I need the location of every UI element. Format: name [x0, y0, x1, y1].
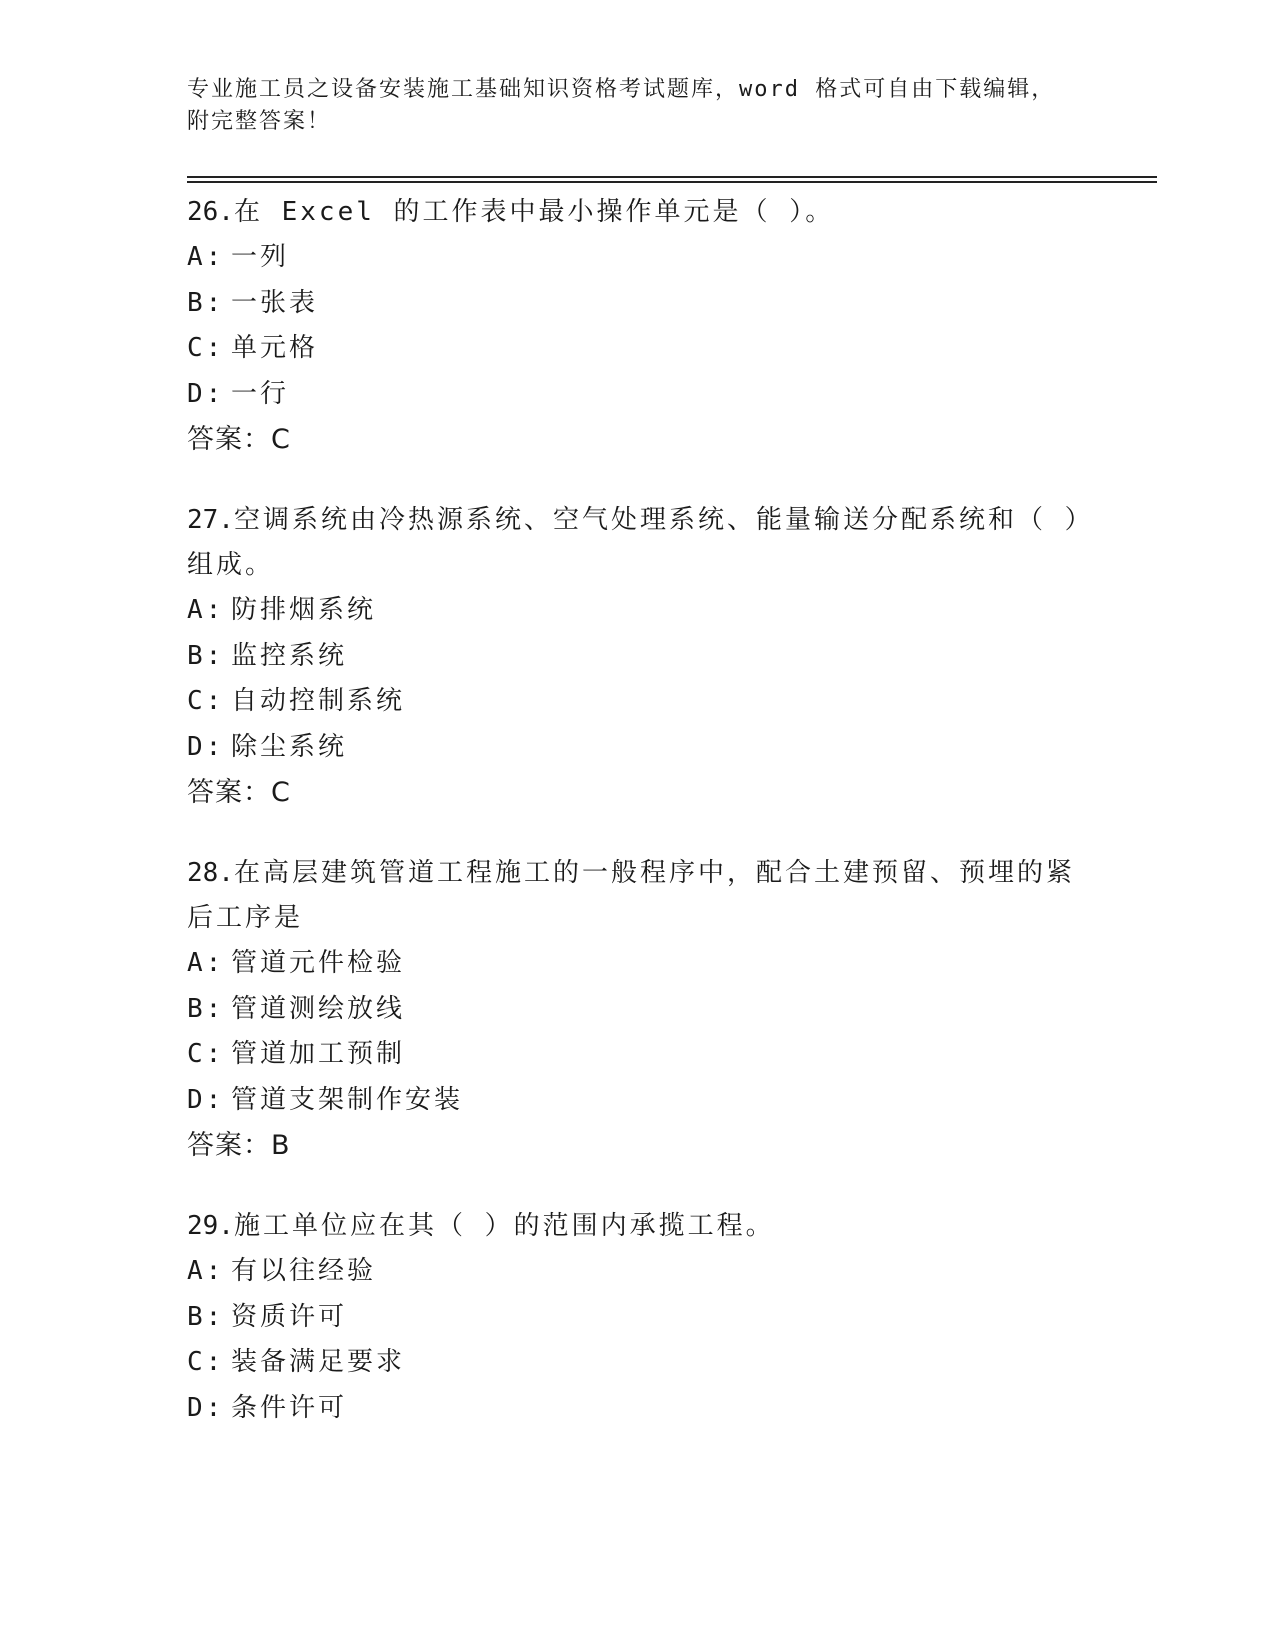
option-b [187, 281, 1087, 327]
option-text: 管道测绘放线 [231, 993, 406, 1024]
question-28 [187, 851, 1087, 1169]
question-number: 26. [187, 197, 234, 227]
option-c [187, 1340, 1087, 1386]
question-text: 在高层建筑管道工程施工的一般程序中，配合土建预留、预埋的紧后工序是 [187, 858, 1075, 933]
option-text: 监控系统 [231, 640, 348, 671]
header-line-2: 附完整答案！ [187, 109, 332, 134]
option-key: B: [187, 1301, 225, 1332]
option-key: A: [187, 948, 225, 978]
question-number: 28. [187, 858, 234, 888]
option-b [187, 1295, 1087, 1341]
option-d [187, 1386, 1087, 1432]
option-key: D: [187, 731, 225, 762]
option-text: 防排烟系统 [231, 595, 377, 625]
option-d [187, 1078, 1087, 1124]
question-list [187, 190, 1087, 1466]
question-number: 29. [187, 1211, 234, 1241]
option-text: 一张表 [231, 287, 319, 318]
question-stem [187, 190, 1087, 235]
question-stem [187, 1204, 1087, 1249]
option-key: D: [187, 378, 225, 409]
option-text: 一列 [231, 242, 290, 272]
document-header [187, 74, 1087, 138]
option-text: 条件许可 [231, 1392, 348, 1423]
option-text: 除尘系统 [231, 731, 348, 762]
option-text: 管道加工预制 [231, 1039, 406, 1069]
question-29 [187, 1204, 1087, 1431]
question-27 [187, 498, 1087, 816]
option-key: A: [187, 595, 225, 625]
option-a [187, 235, 1087, 281]
header-line-1: 专业施工员之设备安装施工基础知识资格考试题库，word 格式可自由下载编辑， [187, 77, 1056, 102]
question-stem [187, 851, 1087, 941]
option-a [187, 588, 1087, 634]
option-key: C: [187, 686, 225, 716]
header-divider-bottom [187, 181, 1157, 183]
option-text: 有以往经验 [231, 1256, 377, 1286]
option-text: 资质许可 [231, 1301, 348, 1332]
option-text: 管道元件检验 [231, 948, 406, 978]
option-key: C: [187, 333, 225, 363]
option-key: D: [187, 1084, 225, 1115]
option-b [187, 634, 1087, 680]
option-text: 单元格 [231, 333, 319, 363]
option-text: 自动控制系统 [231, 686, 406, 716]
header-divider-top [187, 176, 1157, 178]
answer-line: 答案：C [187, 424, 291, 455]
option-key: A: [187, 1256, 225, 1286]
option-key: A: [187, 242, 225, 272]
question-number: 27. [187, 505, 234, 535]
option-a [187, 941, 1087, 987]
option-key: C: [187, 1347, 225, 1377]
option-d [187, 372, 1087, 418]
option-text: 一行 [231, 378, 290, 409]
option-c [187, 679, 1087, 725]
option-key: B: [187, 993, 225, 1024]
question-text: 在 Excel 的工作表中最小操作单元是（ ）。 [233, 197, 835, 227]
option-text: 装备满足要求 [231, 1347, 406, 1377]
option-a [187, 1249, 1087, 1295]
option-key: B: [187, 640, 225, 671]
option-key: D: [187, 1392, 225, 1423]
answer-line: 答案：C [187, 777, 291, 808]
option-key: B: [187, 287, 225, 318]
answer-line: 答案：B [187, 1130, 291, 1161]
question-stem [187, 498, 1087, 588]
option-c [187, 326, 1087, 372]
question-26 [187, 190, 1087, 463]
question-text: 空调系统由冷热源系统、空气处理系统、能量输送分配系统和（ ）组成。 [187, 505, 1081, 580]
option-text: 管道支架制作安装 [231, 1084, 464, 1115]
option-key: C: [187, 1039, 225, 1069]
question-text: 施工单位应在其（ ）的范围内承揽工程。 [233, 1211, 775, 1241]
option-b [187, 987, 1087, 1033]
option-d [187, 725, 1087, 771]
option-c [187, 1032, 1087, 1078]
